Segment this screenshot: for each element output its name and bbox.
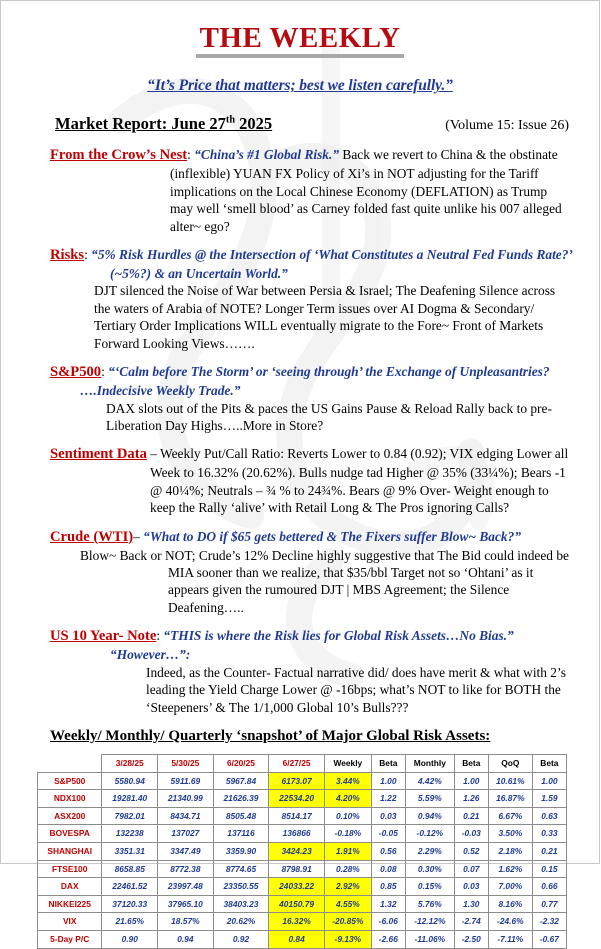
table-cell: 0.03 [371,807,405,825]
report-title-suffix: 2025 [235,114,273,134]
table-cell: 20.62% [213,913,269,931]
section-body-text: DJT silenced the Noise of War between Persia & Israel; The Deafening Silence across the waters of Arabia of NOTE? Longer Term issues over AI Dogma & Secondary/ Tertiary Order Implications WILL eventually migrate to the Fore~ Front of Markets Forward Looking Views……. [94,283,556,351]
table-cell: 4.55% [324,895,371,913]
section-heading: Crude (WTI) [50,528,134,545]
risk-assets-table [37,754,567,949]
section-quote: “China’s #1 Global Risk.” [194,147,340,163]
table-cell: 1.00 [371,772,405,790]
table-cell: 6173.07 [269,772,325,790]
section-separator: : [84,247,92,263]
section-separator: : [187,147,195,163]
table-cell: 4.42% [405,772,454,790]
row-label-dax: DAX [38,878,102,896]
table-cell: 136866 [269,825,325,843]
table-cell: 0.92 [213,931,269,949]
table-cell: 1.32 [371,895,405,913]
section-separator: – [146,446,161,462]
table-cell: 1.26 [454,790,488,808]
table-cell: -0.05 [371,825,405,843]
section-body-text: Blow~ Back or NOT; Crude’s 12% Decline highly suggestive that The Bid could indeed be MIA sooner than we realize, that $35/bbl Target not so ‘Ohtani’ as it appears given the rumoured DJT | MBS Agreement; the Silence Deafening….. [80,547,569,615]
table-cell: 16.87% [488,790,532,808]
table-cell: 8434.71 [158,807,214,825]
section-text [50,445,573,516]
section-quote: “What to DO if $65 gets bettered & The Fixers suffer Blow~ Back?” [143,528,522,544]
section-body-text: DAX slots out of the Pits & paces the US Gains Pause & Reload Rally back to pre- Liberation Day Highs…..More in Store? [106,400,552,433]
table-row [38,772,567,790]
table-header-row [38,754,567,772]
article-sections [15,146,585,716]
table-cell: 3359.90 [213,843,269,861]
section-sp500 [50,363,573,434]
masthead [15,23,585,95]
table-cell: 0.66 [532,878,566,896]
table-cell: 5.59% [405,790,454,808]
table-cell: 21.65% [102,913,158,931]
table-cell: 1.00 [454,772,488,790]
table-cell: 5.76% [405,895,454,913]
table-cell: 0.77 [532,895,566,913]
section-quote: “THIS is where the Risk lies for Global Risk Assets…No Bias.” [163,628,514,644]
table-cell: 24033.22 [269,878,325,896]
section-separator: : [101,364,109,380]
table-cell: 0.90 [102,931,158,949]
tagline: “It’s Price that matters; best we listen carefully.” [147,77,453,95]
table-cell: 0.15 [532,860,566,878]
row-label-shanghai: SHANGHAI [38,843,102,861]
table-row [38,913,567,931]
column-header-beta: Beta [454,754,488,772]
table-body [38,772,567,948]
section-separator: : [156,628,164,644]
table-cell: -9.13% [324,931,371,949]
table-cell: 19281.40 [102,790,158,808]
table-cell: 0.15% [405,878,454,896]
risk-assets-table-container [15,754,585,949]
table-cell: 10.61% [488,772,532,790]
table-cell: 0.33 [532,825,566,843]
table-corner-cell [38,754,102,772]
table-cell: 5911.69 [158,772,214,790]
row-label-5-day-p-c: 5-Day P/C [38,931,102,949]
table-cell: 8505.48 [213,807,269,825]
table-cell: 21340.99 [158,790,214,808]
table-cell: 40150.79 [269,895,325,913]
section-sentiment-data [50,445,573,516]
table-cell: 0.63 [532,807,566,825]
table-cell: 8658.85 [102,860,158,878]
table-cell: 4.20% [324,790,371,808]
table-cell: 18.57% [158,913,214,931]
table-cell: 2.18% [488,843,532,861]
section-text [50,363,573,434]
section-body-text: Back we revert to China & the obstinate (inflexible) YUAN FX Policy of Xi’s in NOT adjusting for the Tariff implications on the Local Chinese Economy (DEFLATION) as Trump may well ‘smell blood’ as Carney folded fast quite unlike his 007 alleged alter~ ego? [170,147,562,234]
table-cell: 2.92% [324,878,371,896]
table-cell: -24.6% [488,913,532,931]
table-cell: 2.29% [405,843,454,861]
table-row [38,931,567,949]
table-cell: 22534.20 [269,790,325,808]
table-cell: -7.11% [488,931,532,949]
table-row [38,860,567,878]
section-quote-continued: (~5%?) & an Uncertain World.” [110,266,288,282]
row-label-nikkei225: NIKKEI225 [38,895,102,913]
table-cell: 137027 [158,825,214,843]
table-cell: 37965.10 [158,895,214,913]
section-text [50,146,573,235]
section-body-text: Weekly Put/Call Ratio: Reverts Lower to 0.84 (0.92); VIX edging Lower all Week to 16.32% (20.62%). Bulls nudge tad Higher @ 35% (33¼%); Bears -1 @ 40¼%; Neutrals – ¾ % to 24¾%. Bears @ 9% Over- Weight enough to keep the Rally ‘alive’ with Retail Long & The Pros ignoring Calls? [150,446,569,516]
section-crude-wti [50,528,573,617]
table-cell: -0.67 [532,931,566,949]
table-cell: 0.21 [454,807,488,825]
section-heading: Risks [50,247,85,264]
table-cell: 6.67% [488,807,532,825]
table-cell: 0.07 [454,860,488,878]
report-title-prefix: Market Report: June 27 [55,114,226,134]
table-cell: 0.03 [454,878,488,896]
section-quote-continued: “However…”: [110,647,191,663]
table-cell: 1.30 [454,895,488,913]
table-cell: 7.00% [488,878,532,896]
column-header-3-28-25: 3/28/25 [102,754,158,772]
table-cell: 0.56 [371,843,405,861]
table-cell: 0.08 [371,860,405,878]
section-risks [50,246,573,352]
table-cell: 1.22 [371,790,405,808]
section-quote: “‘Calm before The Storm’ or ‘seeing through’ the Exchange of Unpleasantries? [108,364,550,380]
column-header-5-30-25: 5/30/25 [158,754,214,772]
row-label-vix: VIX [38,913,102,931]
table-row [38,825,567,843]
section-quote: “5% Risk Hurdles @ the Intersection of ‘What Constitutes a Neutral Fed Funds Rate?’ [91,247,573,263]
row-label-asx200: ASX200 [38,807,102,825]
section-us-10-year-note [50,627,573,716]
table-cell: 16.32% [269,913,325,931]
table-row [38,895,567,913]
table-cell: 0.94 [158,931,214,949]
table-cell: 1.59 [532,790,566,808]
table-cell: 132238 [102,825,158,843]
section-heading: From the Crow’s Nest [50,147,188,164]
table-cell: 5967.84 [213,772,269,790]
column-header-beta: Beta [532,754,566,772]
section-quote-continued: ….Indecisive Weekly Trade.” [80,383,241,399]
row-label-ftse100: FTSE100 [38,860,102,878]
table-cell: 0.84 [269,931,325,949]
table-cell: 3351.31 [102,843,158,861]
table-cell: -2.66 [371,931,405,949]
table-cell: 23350.55 [213,878,269,896]
table-heading: Weekly/ Monthly/ Quarterly ‘snapshot’ of Major Global Risk Assets: [50,727,491,744]
section-heading: S&P500 [50,364,102,381]
table-row [38,790,567,808]
table-cell: 38403.23 [213,895,269,913]
table-cell: 0.21 [532,843,566,861]
row-label-bovespa: BOVESPA [38,825,102,843]
section-text [50,528,573,617]
table-cell: -11.06% [405,931,454,949]
column-header-monthly: Monthly [405,754,454,772]
table-cell: 0.94% [405,807,454,825]
table-row [38,843,567,861]
table-cell: 137116 [213,825,269,843]
column-header-weekly: Weekly [324,754,371,772]
table-cell: 21626.39 [213,790,269,808]
table-row [38,807,567,825]
table-cell: -2.74 [454,913,488,931]
table-cell: 8774.65 [213,860,269,878]
section-heading: Sentiment Data [50,446,147,463]
report-title-superscript: th [225,114,236,126]
row-label-s-p500: S&P500 [38,772,102,790]
column-header-6-20-25: 6/20/25 [213,754,269,772]
table-cell: 22461.52 [102,878,158,896]
section-text [50,627,573,716]
volume-issue: (Volume 15: Issue 26) [445,118,569,134]
column-header-qoq: QoQ [488,754,532,772]
section-body-text: Indeed, as the Counter- Factual narrative did/ does have merit & what with 2’s leading the Yield Charge Lower @ -16bps; what’s NOT to like for BOTH the ‘Steepeners’ & The 1/1,000 Global 10’s Bulls??? [146,664,566,715]
table-cell: 3347.49 [158,843,214,861]
table-cell: 0.28% [324,860,371,878]
table-cell: 0.52 [454,843,488,861]
section-text [50,246,573,352]
table-cell: 8514.17 [269,807,325,825]
table-cell: 8772.38 [158,860,214,878]
section-separator: – [133,528,144,544]
column-header-6-27-25: 6/27/25 [269,754,325,772]
section-heading: US 10 Year- Note [50,628,157,645]
table-row [38,878,567,896]
column-header-beta: Beta [371,754,405,772]
table-cell: -20.85% [324,913,371,931]
row-label-ndx100: NDX100 [38,790,102,808]
section-from-the-crows-nest [50,146,573,235]
table-cell: 5580.94 [102,772,158,790]
table-cell: -0.12% [405,825,454,843]
table-cell: 1.00 [532,772,566,790]
report-title [55,114,272,134]
table-cell: 0.10% [324,807,371,825]
table-cell: 8.16% [488,895,532,913]
table-cell: 3.44% [324,772,371,790]
table-cell: 37120.33 [102,895,158,913]
table-cell: -12.12% [405,913,454,931]
table-cell: 7982.01 [102,807,158,825]
table-cell: -6.06 [371,913,405,931]
table-cell: 1.91% [324,843,371,861]
report-header [15,114,585,134]
page-title: THE WEEKLY [196,23,405,58]
table-cell: -0.03 [454,825,488,843]
table-cell: 1.62% [488,860,532,878]
table-cell: 8798.91 [269,860,325,878]
table-cell: 23997.48 [158,878,214,896]
table-cell: 0.30% [405,860,454,878]
table-cell: 3424.23 [269,843,325,861]
table-cell: -2.50 [454,931,488,949]
table-cell: -2.32 [532,913,566,931]
table-cell: 3.50% [488,825,532,843]
table-cell: -0.18% [324,825,371,843]
table-cell: 0.85 [371,878,405,896]
